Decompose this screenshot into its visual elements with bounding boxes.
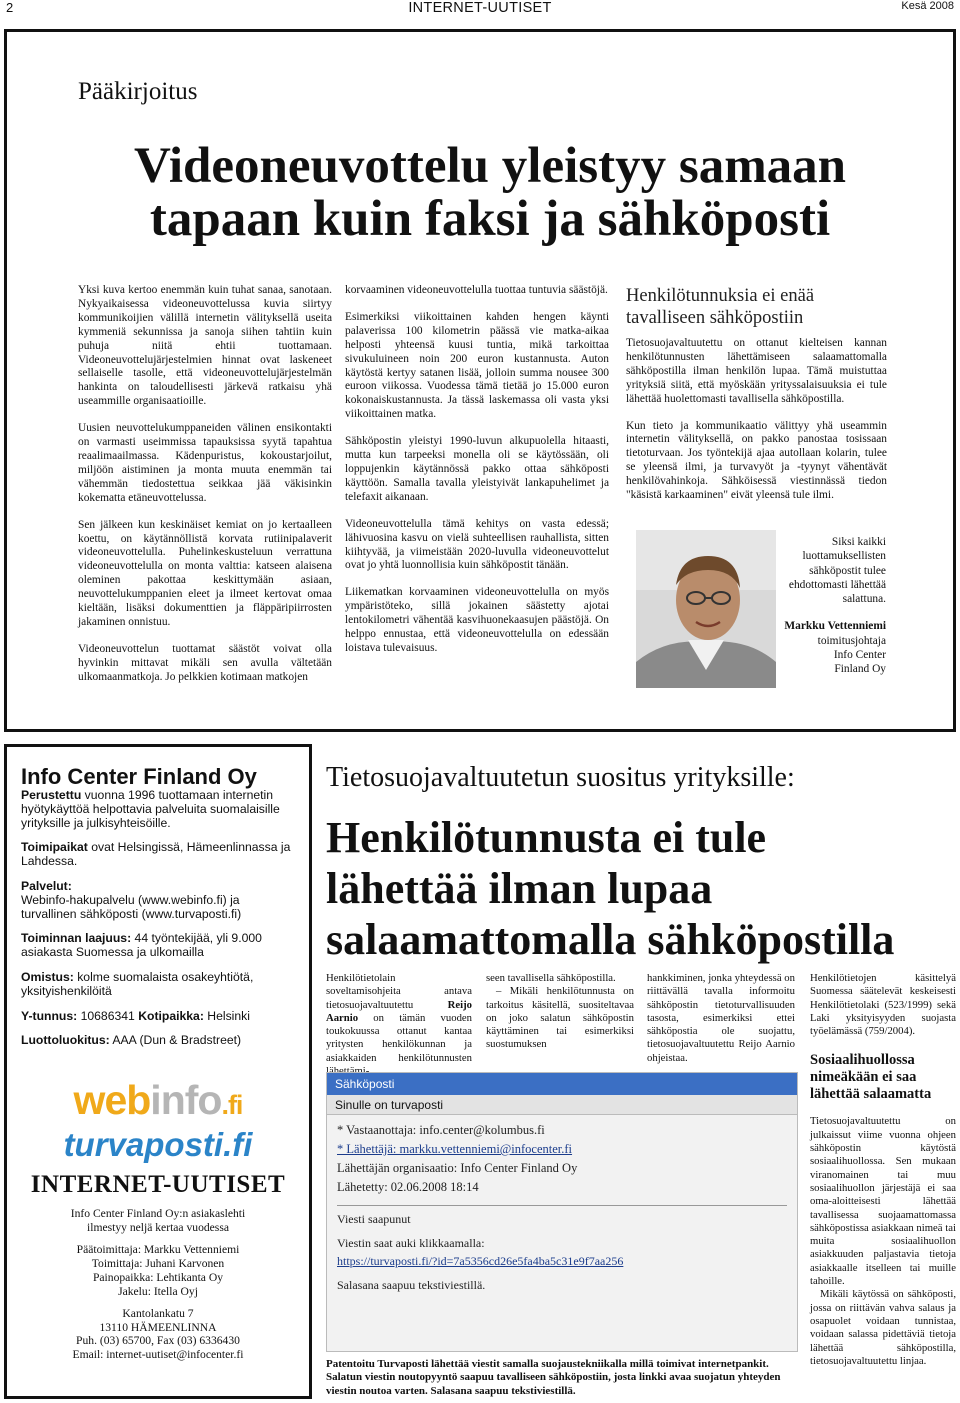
fact-text: ovat Helsingissä, Hämeenlinnassa ja Lahdessa.: [21, 840, 291, 869]
editorial-kicker: Pääkirjoitus: [78, 78, 198, 105]
editorial-column-2: [345, 284, 609, 656]
author-portrait: [636, 530, 776, 688]
fact-offices: [21, 841, 295, 869]
headline-line: tapaan kuin faksi ja sähköposti: [149, 191, 831, 247]
paragraph: – Mikäli henkilötunnusta on tarkoitus käsitellä, suositeltavaa on joko salatun sähköpostin käyttäminen tai esimerkiksi suostumuksen: [486, 985, 634, 1051]
address-line: Puh. (03) 65700, Fax (03) 6336430: [76, 1334, 240, 1348]
paragraph: [326, 972, 472, 1078]
story-kicker: Tietosuojavaltuutetun suositus yrityksille:: [326, 762, 795, 793]
paragraph: Tietosuojavaltuutettu on ottanut kielteisen kannan henkilötunnusten lähettämiseen salaamattomalla sähköpostilla ilman henkilön lupaa. Tämä muistuttaa yrityksiä siitä, että myöskään yrityssalaisuuksia ei tule lähettää huolettomasti tavallisella sähköpostilla.: [626, 337, 887, 405]
running-header: INTERNET-UUTISET: [408, 0, 552, 16]
caption-role: Info Center: [833, 649, 886, 662]
paragraph: Henkilötietojen käsittelyä Suomessa säätelevät keskeisesti Henkilötietolaki (523/1999) sekä Laki yksityisyyden suojasta työelämässä (759/2004).: [810, 972, 956, 1038]
paragraph: Mikäli käytössä on sähköposti, jossa on riittävän vahva salaus ja osapuolet voidaan tunnistaa, voidaan salassa pidettäviä tietoja lähettää sähköpostilla, tietosuojavaltuutettu linjaa.: [810, 1288, 956, 1367]
window-title: Sähköposti: [335, 1077, 395, 1091]
imprint-line: Info Center Finland Oy:n asiakaslehti: [70, 1207, 246, 1221]
logos: [21, 1078, 295, 1163]
text: Henkilötietolain soveltamisohjeita antava tietosuojavaltuutettu: [326, 972, 472, 1011]
paragraph: seen tavallisella sähköpostilla.: [486, 972, 616, 984]
fact-label: Kotipaikka:: [138, 1008, 204, 1023]
fact-business-id: [21, 1010, 295, 1024]
paragraph: Sähköpostin yleistyi 1990-luvun alkupuolella hitaasti, mutta kun tarpeeksi monella oli se käytössään, oli loppujenkin käytännössä pakko ottaa sähköposti käyttöön. Samalla tavalla yleistyivät lankapuhelimet ja telefaxit aikanaan.: [345, 435, 609, 503]
turvaposti-logo: turvaposti.fi: [63, 1126, 253, 1164]
imprint-line: Päätoimittaja: Markku Vettenniemi: [76, 1242, 240, 1256]
imprint-line: Toimittaja: Juhani Karvonen: [91, 1256, 225, 1270]
sidebar-title: Henkilötunnuksia ei enää tavalliseen sähköpostiin: [626, 286, 815, 328]
page-number: 2: [6, 0, 14, 15]
imprint-block: [21, 1243, 295, 1299]
company-info-box: [4, 744, 312, 1399]
paragraph: Uusien neuvottelukumppaneiden välinen ensikontakti on varmasti useimmissa tapauksissa syytä tapahtua reaalimaailmassa. Kädenpuristus, kokoustarjoilut, miljöön aistiminen ja monta muuta enemmän tai vähemmän tiedostettua seikkaa jää väkisinkin kokematta etäneuvottelussa.: [78, 422, 332, 504]
paragraph: Videoneuvottelun tuottamat säästöt voivat olla hyvinkin mittavat mikäli sen avulla vältetään ulkomaanmatkoja. Jo pelkkien kotimaan matkojen: [78, 642, 332, 683]
paragraph: Tietosuojavaltuutettu on julkaissut viime vuonna ohjeen sähköpostin käytöstä sosiaalihuollossa. Sen mukaan viranomainen tai muu sosiaalihuollon järjestäjä ei saa oma-aloitteisesti lähettää tavallisessa suojaamattomassa sähköpostissa asiakkaan nimeä tai muita sosiaalihuollon asiakkuuden paljastavia tietoja asiakkaalle itselleen tai muille tahoille.: [810, 1115, 956, 1288]
address-line: Email: internet-uutiset@infocenter.fi: [72, 1348, 244, 1362]
sent-field: Lähetetty: 02.06.2008 18:14: [337, 1180, 479, 1194]
pickup-link[interactable]: https://turvaposti.fi/?id=7a5356cd26e5fa4ba5c31e9f7aa256: [337, 1254, 624, 1268]
fact-label: Toiminnan laajuus:: [21, 931, 132, 946]
headline-line: Henkilötunnusta ei tule: [326, 813, 767, 862]
story-column-4: [810, 972, 956, 1368]
story-headline: [326, 812, 956, 965]
subheading: Sosiaalihuollossa nimeäkään ei saa lähettää salaamatta: [810, 1052, 932, 1103]
company-name: Info Center Finland Oy: [21, 764, 257, 789]
fact-label: Palvelut:: [21, 878, 72, 893]
headline-line: Videoneuvottelu yleistyy samaan: [133, 138, 847, 194]
paragraph: Kun tieto ja kommunikaatio välittyy yhä useammin internetin välityksellä, on pakko panostaa tosissaan tietoturvaan. Jos työntekijä ajaa autollaan kolarin, tulee se yleensä ilmi, ja turvavyöt ja -tyynyt vähentävät henkilövahinkoja. Sähköisessä viestinnässä tiedon "käsistä karkaaminen" eivät yleensä tule ilmi.: [626, 419, 887, 502]
webinfo-logo: [74, 1078, 243, 1127]
logo-part: web: [73, 1077, 151, 1124]
dialog-header: [327, 1095, 797, 1115]
story-column-3: [647, 972, 795, 1065]
sender-field: * Lähettäjä: markku.vettenniemi@infocenter.fi: [337, 1142, 573, 1156]
caption-name: Markku Vettenniemi: [784, 620, 886, 633]
portrait-image: [636, 530, 776, 688]
imprint-line: ilmestyy neljä kertaa vuodessa: [87, 1221, 229, 1235]
story-column-1: [326, 972, 472, 1078]
fact-scope: [21, 932, 295, 960]
fact-text: vuonna 1996 tuottamaan internetin hyötykäyttöä helpottavia palveluita suomalaisille yrityksille ja julkisyhteisöille.: [21, 788, 280, 830]
paragraph: korvaaminen videoneuvottelulla tuottaa tuntuvia säästöjä.: [345, 284, 608, 296]
fact-label: Luottoluokitus:: [21, 1033, 110, 1048]
mail-headers: [327, 1115, 797, 1203]
address-line: Kantolankatu 7: [122, 1306, 194, 1320]
editorial-headline: [60, 140, 920, 246]
portrait-caption: [782, 535, 886, 677]
logo-part: .fi: [221, 1090, 243, 1121]
paragraph: Yksi kuva kertoo enemmän kuin tuhat sanaa, sanotaan. Nykyaikaisessa videoneuvottelussa kuvia siirtyy kommunikoijien välillä internetin välityksellä useita kymmeniä sekunnissa ja sanoja siihen tahtiin kuin puhuja niitä ehtii tuottamaan. Videoneuvottelujärjestelmien hinnat ovat laskeneet sellaiselle tasolle, että videoneuvottelujärjestelmän hankinta on taloudellisesti järkevä ratkaisu yhä useammille organisaatioille.: [78, 284, 332, 408]
imprint-line: Painopaikka: Lehtikanta Oy: [92, 1270, 224, 1284]
fact-text: 44 työntekijää, yli 9.000 asiakasta Suomessa ja ulkomailla: [21, 931, 262, 960]
caption-role: Finland Oy: [834, 663, 886, 676]
imprint-block: [21, 1207, 295, 1235]
fact-text: Helsinki: [203, 1008, 250, 1023]
fact-text: 10686341: [77, 1008, 139, 1023]
masthead: INTERNET-UUTISET: [30, 1171, 286, 1199]
story-column-2: [486, 972, 634, 1052]
fact-text: turvallinen sähköposti (www.turvaposti.fi): [21, 906, 242, 921]
editorial-sidebar: [626, 285, 887, 503]
fact-founded: [21, 789, 295, 830]
imprint: [21, 1207, 295, 1362]
turvaposti-screenshot: [326, 1072, 798, 1352]
mail-body: [337, 1205, 787, 1294]
editorial-column-1: [78, 284, 332, 685]
fact-label: Perustettu: [21, 788, 82, 802]
headline-line: lähettää ilman lupaa: [326, 864, 713, 913]
image-caption: Patentoitu Turvaposti lähettää viestit samalla suojaustekniikalla millä toimivat internetpankit. Salatun viestin noutopyyntö saapuu tavalliseen sähköpostiin, josta linkki avaa suojatun yhteyden viestin noutoa varten. Salasana saapuu tekstiviestillä.: [326, 1358, 781, 1397]
recipient-field: * Vastaanottaja: info.center@kolumbus.fi: [337, 1123, 545, 1137]
paragraph: Videoneuvottelulla tämä kehitys on vasta edessä; lähivuosina kasvu on vielä suhteellisen rauhallista, sitten kiihtyvää, ja viimeistään 2020-luvulla videoneuvottelut ovat jo yhtä luonnollisia kuin sähköpostit tänään.: [345, 517, 609, 572]
headline-line: salaamattomalla sähköpostilla: [326, 915, 895, 964]
fact-services: [21, 880, 295, 921]
fact-text: Webinfo-hakupalvelu (www.webinfo.fi) ja: [21, 892, 240, 907]
text: on tämän vuoden toukokuussa ottanut kantaa yritysten henkilökunnan ja asiakkaiden henkilötunnusten: [326, 1011, 472, 1064]
paragraph: hankkiminen, jonka yhteydessä on riittävällä tavalla informoitu sähköpostin tietoturvallisuuden tasosta, esimerkiksi ettei sähköpostia ole suojattu, tietosuojavaltuutettu Reijo Aarnio ohjeistaa.: [647, 972, 795, 1064]
body-line: Viestin saat auki klikkaamalla:: [337, 1236, 485, 1250]
organisation-field: Lähettäjän organisaatio: Info Center Finland Oy: [337, 1161, 578, 1175]
address-line: 13110 HÄMEENLINNA: [99, 1320, 217, 1334]
company-facts: [21, 789, 295, 1048]
person-name: Reijo Aarnio: [326, 998, 472, 1024]
body-line: Salasana saapuu tekstiviestillä.: [337, 1278, 486, 1292]
paragraph: Esimerkiksi viikoittainen kahden hengen käynti palaverissa 100 kilometrin päässä vie matka-aikaa helposti yhteensä kuusi tuntia, mikä tarkoittaa sivukuluineen noin 200 euron kustannusta. Auton käytöstä kertyy satanen lisää, jolloin summa nousee 300 euroon viikossa. Vuodessa tämä tietää jo 15.000 euron kokonaiskustannusta. Ja tässä laskemassa oli vasta yksi viikoittainen matka.: [345, 310, 609, 421]
paragraph: Sen jälkeen kun keskinäiset kemiat on jo kertaalleen koettu, on käytännöllistä korvata rutiinipalaverit videoneuvottelulla. Puhelinkeskusteluun verrattuna videoneuvottelulla on monta valttia: katseen alaisena oleminen pakottaa keskittymään asiaan, neuvottelukumppanien eleet ja ilmeet kertovat omaa kieltään, lisäksi dokumenttien ja fläppäripiirrosten jakaminen onnistuu.: [78, 518, 332, 628]
issue-date: Kesä 2008: [901, 0, 954, 12]
fact-text: kolme suomalaista osakeyhtiötä, yksityishenkilöitä: [21, 969, 254, 998]
fact-ownership: [21, 971, 295, 999]
logo-part: info: [150, 1077, 222, 1124]
body-heading: Viesti saapunut: [337, 1212, 411, 1226]
fact-label: Toimipaikat: [21, 840, 88, 855]
fact-credit-rating: [21, 1034, 295, 1048]
paragraph: Liikematkan korvaaminen videoneuvottelulla on myös ympäristöteko, sillä jokainen säästetty ajotai lentokilometri vähentää kasvihuonekaasujen päästöjä. On helppo ennustaa, että videoneuvottelulla on edessään loistava tulevaisuus.: [345, 586, 609, 654]
imprint-block: [21, 1307, 295, 1363]
fact-label: Omistus:: [21, 969, 74, 984]
imprint-line: Jakelu: Itella Oyj: [118, 1284, 198, 1298]
fact-label: Y-tunnus:: [21, 1008, 78, 1023]
dialog-title: Sinulle on turvaposti: [335, 1098, 444, 1112]
caption-text: Siksi kaikki luottamuksellisten sähköpostit tulee ehdottomasti lähettää salattuna.: [788, 536, 886, 606]
caption-role: toimitusjohtaja: [817, 634, 886, 647]
fact-text: AAA (Dun & Bradstreet): [109, 1033, 242, 1048]
window-titlebar: [327, 1073, 797, 1095]
